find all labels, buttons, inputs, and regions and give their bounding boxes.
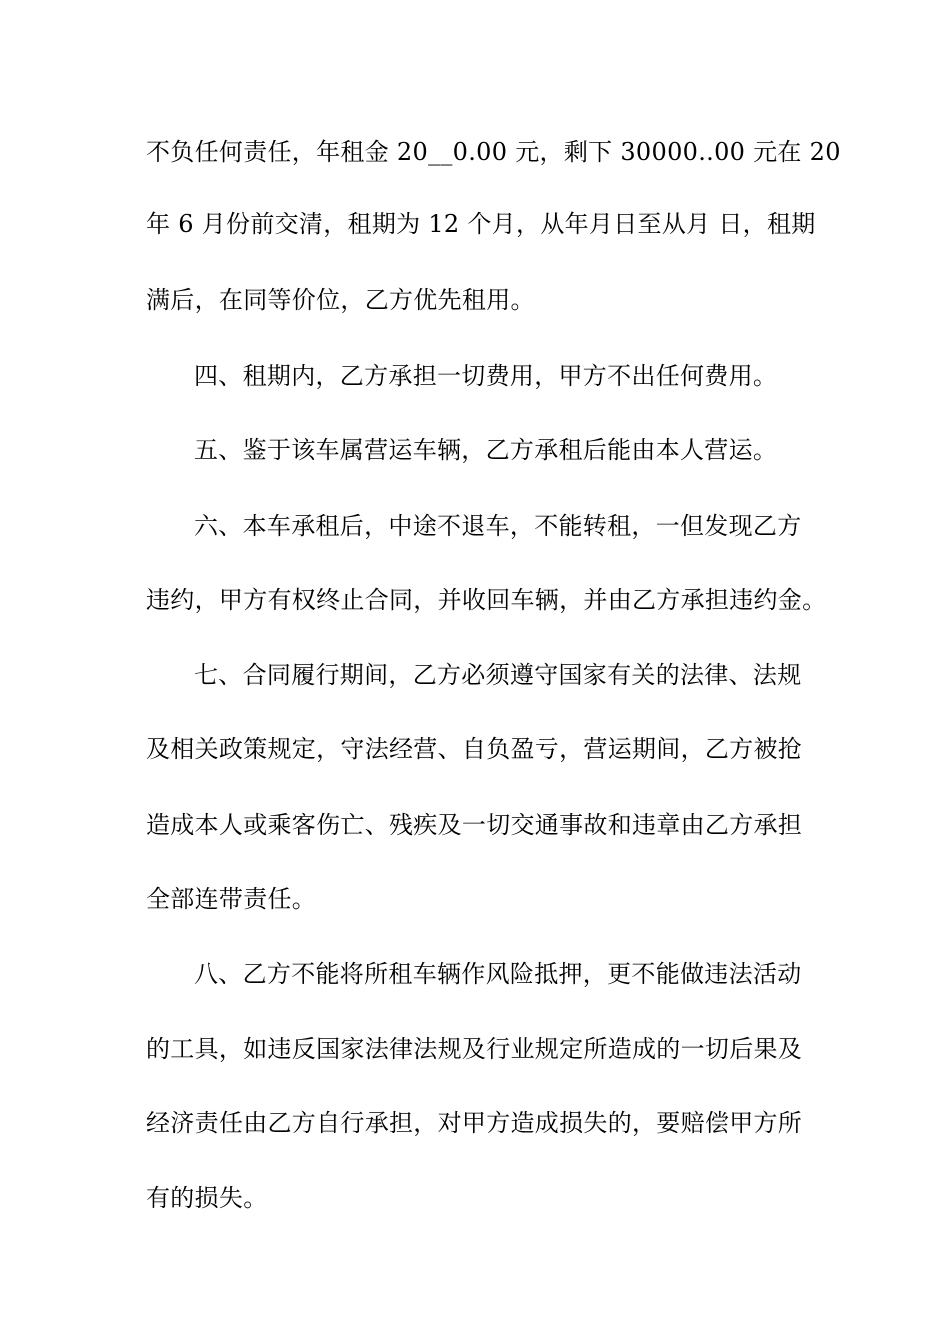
clause-8-line-4: 有的损失。 [146,1184,268,1212]
clause-8-line-1: 八、乙方不能将所租车辆作风险抵押，更不能做违法活动 [194,960,802,988]
clause-8-line-3: 经济责任由乙方自行承担，对甲方造成损失的，要赔偿甲方所 [146,1109,803,1137]
clause-7-line-2: 及相关政策规定，守法经营、自负盈亏，营运期间，乙方被抢 [146,735,803,763]
clause-8-line-2: 的工具，如违反国家法律法规及行业规定所造成的一切后果及 [146,1035,803,1063]
clause-6-line-2: 违约，甲方有权终止合同，并收回车辆，并由乙方承担违约金。 [146,586,827,614]
clause-7-line-4: 全部连带责任。 [146,885,317,913]
clause-5-line-1: 五、鉴于该车属营运车辆，乙方承租后能由本人营运。 [194,436,778,464]
clause-7-line-3: 造成本人或乘客伤亡、残疾及一切交通事故和违章由乙方承担 [146,811,803,839]
text-line-3: 满后，在同等价位，乙方优先租用。 [146,286,535,314]
clause-7-line-1: 七、合同履行期间，乙方必须遵守国家有关的法律、法规 [194,661,802,689]
text-line-1: 不负任何责任，年租金 20__0.00 元，剩下 30000..00 元在 20 [146,138,841,166]
clause-4-line-1: 四、租期内，乙方承担一切费用，甲方不出任何费用。 [194,362,778,390]
clause-6-line-1: 六、本车承租后，中途不退车，不能转租，一但发现乙方 [194,512,802,540]
text-line-2: 年 6 月份前交清，租期为 12 个月，从年月日至从月 日，租期 [146,210,816,238]
